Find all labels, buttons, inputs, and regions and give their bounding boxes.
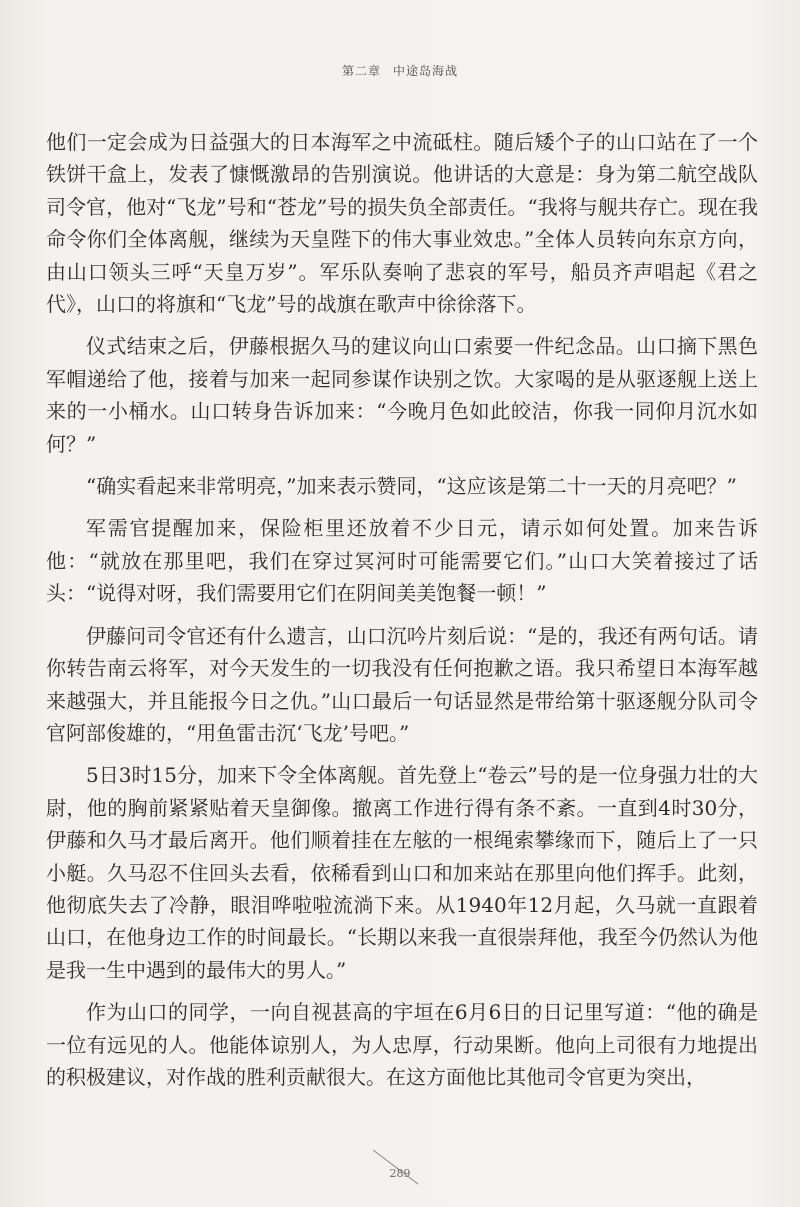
paragraph: 仪式结束之后，伊藤根据久马的建议向山口索要一件纪念品。山口摘下黑色军帽递给了他，接着与加来一起同参谋作诀别之饮。大家喝的是从驱逐舰上送上来的一小桶水。山口转身告诉加来：“今晚月色如此皎洁，你我一同仰月沉水如何？” (46, 334, 758, 456)
paragraph: 他们一定会成为日益强大的日本海军之中流砥柱。随后矮个子的山口站在了一个铁饼干盒上，发表了慷慨激昂的告别演说。他讲话的大意是：身为第二航空战队司令官，他对“飞龙”号和“苍龙”号的损失负全部责任。“我将与舰共存亡。现在我命令你们全体离舰，继续为天皇陛下的伟大事业效忠。”全体人员转向东京方向，由山口领头三呼“天皇万岁”。军乐队奏响了悲哀的军号，船员齐声唱起《君之代》，山口的将旗和“飞龙”号的战旗在歌声中徐徐落下。 (46, 130, 758, 317)
chapter-label: 第二章 (341, 64, 381, 78)
running-header (0, 62, 800, 79)
paragraph: 军需官提醒加来，保险柜里还放着不少日元，请示如何处置。加来告诉他：“就放在那里吧，我们在穿过冥河时可能需要它们。”山口大笑着接过了话头：“说得对呀，我们需要用它们在阴间美美饱餐一顿！” (46, 516, 758, 606)
paragraph: 伊藤问司令官还有什么遗言，山口沉吟片刻后说：“是的，我还有两句话。请你转告南云将军，对今天发生的一切我没有任何抱歉之语。我只希望日本海军越来越强大，并且能报今日之仇。”山口最后一句话显然是带给第十驱逐舰分队司令官阿部俊雄的，“用鱼雷击沉‘飞龙’号吧。” (46, 623, 758, 745)
paragraph: 作为山口的同学，一向自视甚高的宇垣在6月6日的日记里写道：“他的确是一位有远见的人。他能体谅别人，为人忠厚，行动果断。他向上司很有力地提出的积极建议，对作战的胜利贡献很大。在这方面他比其他司令官更为突出， (46, 1000, 758, 1089)
paragraph: 5日3时15分，加来下令全体离舰。首先登上“卷云”号的是一位身强力壮的大尉，他的胸前紧紧贴着天皇御像。撤离工作进行得有条不紊。一直到4时30分，伊藤和久马才最后离开。他们顺着挂在左舷的一根绳索攀缘而下，随后上了一只小艇。久马忍不住回头去看，依稀看到山口和加来站在那里向他们挥手。此刻，他彻底失去了冷静，眼泪哗啦啦流淌下来。从1940年12月起，久马就一直跟着山口，在他身边工作的时间最长。“长期以来我一直很崇拜他，我至今仍然认为他是我一生中遇到的最伟大的男人。” (46, 763, 758, 982)
chapter-title: 中途岛海战 (393, 64, 459, 78)
paragraph: “确实看起来非常明亮，”加来表示赞同，“这应该是第二十一天的月亮吧？” (86, 474, 737, 499)
page-number: 289 (389, 1167, 411, 1180)
body-text (46, 126, 758, 1103)
